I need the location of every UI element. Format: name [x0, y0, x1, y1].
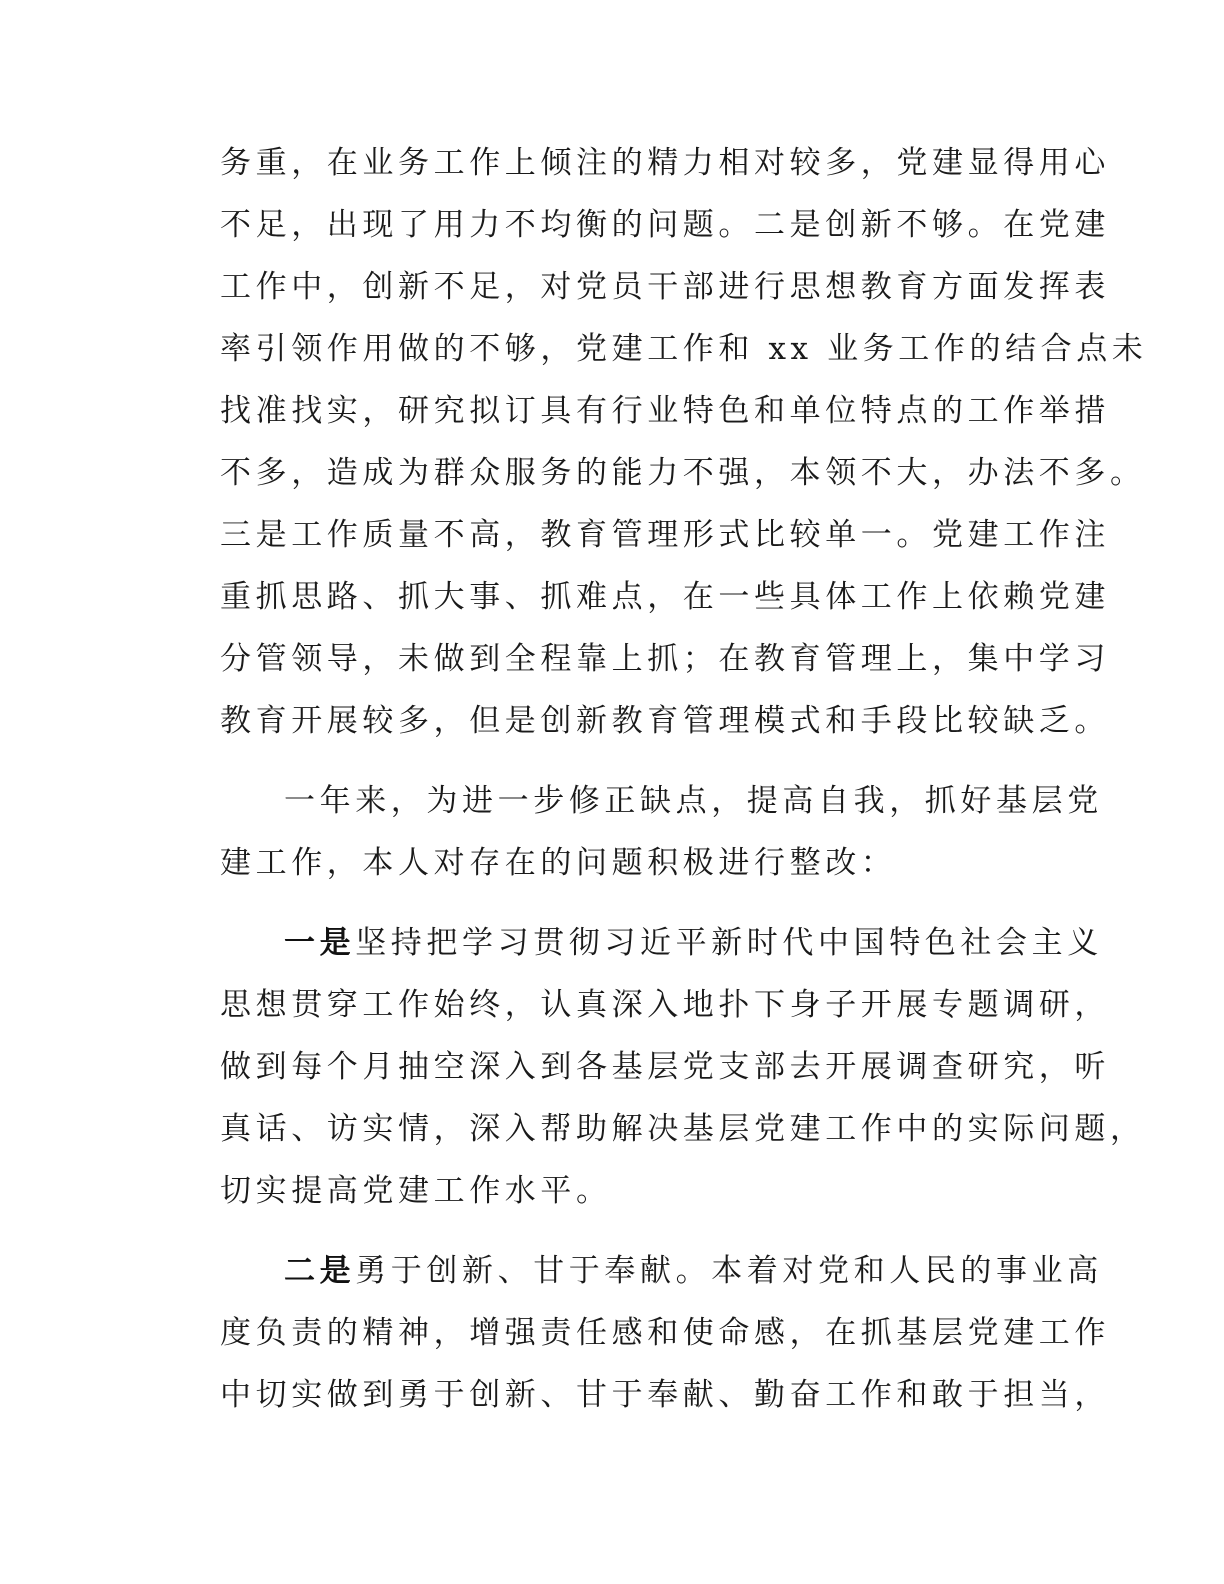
text-line: 找准找实，研究拟订具有行业特色和单位特点的工作举措: [220, 393, 1110, 429]
text-line: 思想贯穿工作始终，认真深入地扑下身子开展专题调研，: [220, 987, 1110, 1023]
text-line: 中切实做到勇于创新、甘于奉献、勤奋工作和敢于担当，: [220, 1377, 1110, 1413]
text-line: 度负责的精神，增强责任感和使命感，在抓基层党建工作: [220, 1315, 1110, 1351]
text-line: 一年来，为进一步修正缺点，提高自我，抓好基层党: [284, 783, 1103, 819]
paragraph-point-one: [220, 912, 1146, 1222]
text-line: 三是工作质量不高，教育管理形式比较单一。党建工作注: [220, 517, 1110, 553]
text-line: [220, 912, 1103, 974]
paragraph-problems: [220, 132, 1148, 752]
text-line-rest: 勇于创新、甘于奉献。本着对党和人民的事业高: [355, 1253, 1103, 1289]
text-line: 分管领导，未做到全程靠上抓；在教育管理上，集中学习: [220, 641, 1110, 677]
text-line: 重抓思路、抓大事、抓难点，在一些具体工作上依赖党建: [220, 579, 1110, 615]
paragraph-point-two: [220, 1240, 1110, 1426]
point-lead: 二是: [284, 1253, 356, 1289]
text-line: 不多，造成为群众服务的能力不强，本领不大，办法不多。: [220, 455, 1146, 491]
paragraph-rectification-intro: [220, 770, 1103, 894]
text-line: 不足，出现了用力不均衡的问题。二是创新不够。在党建: [220, 207, 1110, 243]
text-line: 率引领作用做的不够，党建工作和 xx 业务工作的结合点未: [220, 331, 1148, 367]
text-line: 建工作，本人对存在的问题积极进行整改：: [220, 845, 897, 881]
text-line: 务重，在业务工作上倾注的精力相对较多，党建显得用心: [220, 145, 1110, 181]
text-line-rest: 坚持把学习贯彻习近平新时代中国特色社会主义: [355, 925, 1103, 961]
text-line: 做到每个月抽空深入到各基层党支部去开展调查研究，听: [220, 1049, 1110, 1085]
text-line: 切实提高党建工作水平。: [220, 1173, 612, 1209]
text-line: 真话、访实情，深入帮助解决基层党建工作中的实际问题，: [220, 1111, 1146, 1147]
text-line: 教育开展较多，但是创新教育管理模式和手段比较缺乏。: [220, 703, 1110, 739]
text-line: 工作中，创新不足，对党员干部进行思想教育方面发挥表: [220, 269, 1110, 305]
text-line: [220, 1240, 1103, 1302]
point-lead: 一是: [284, 925, 356, 961]
